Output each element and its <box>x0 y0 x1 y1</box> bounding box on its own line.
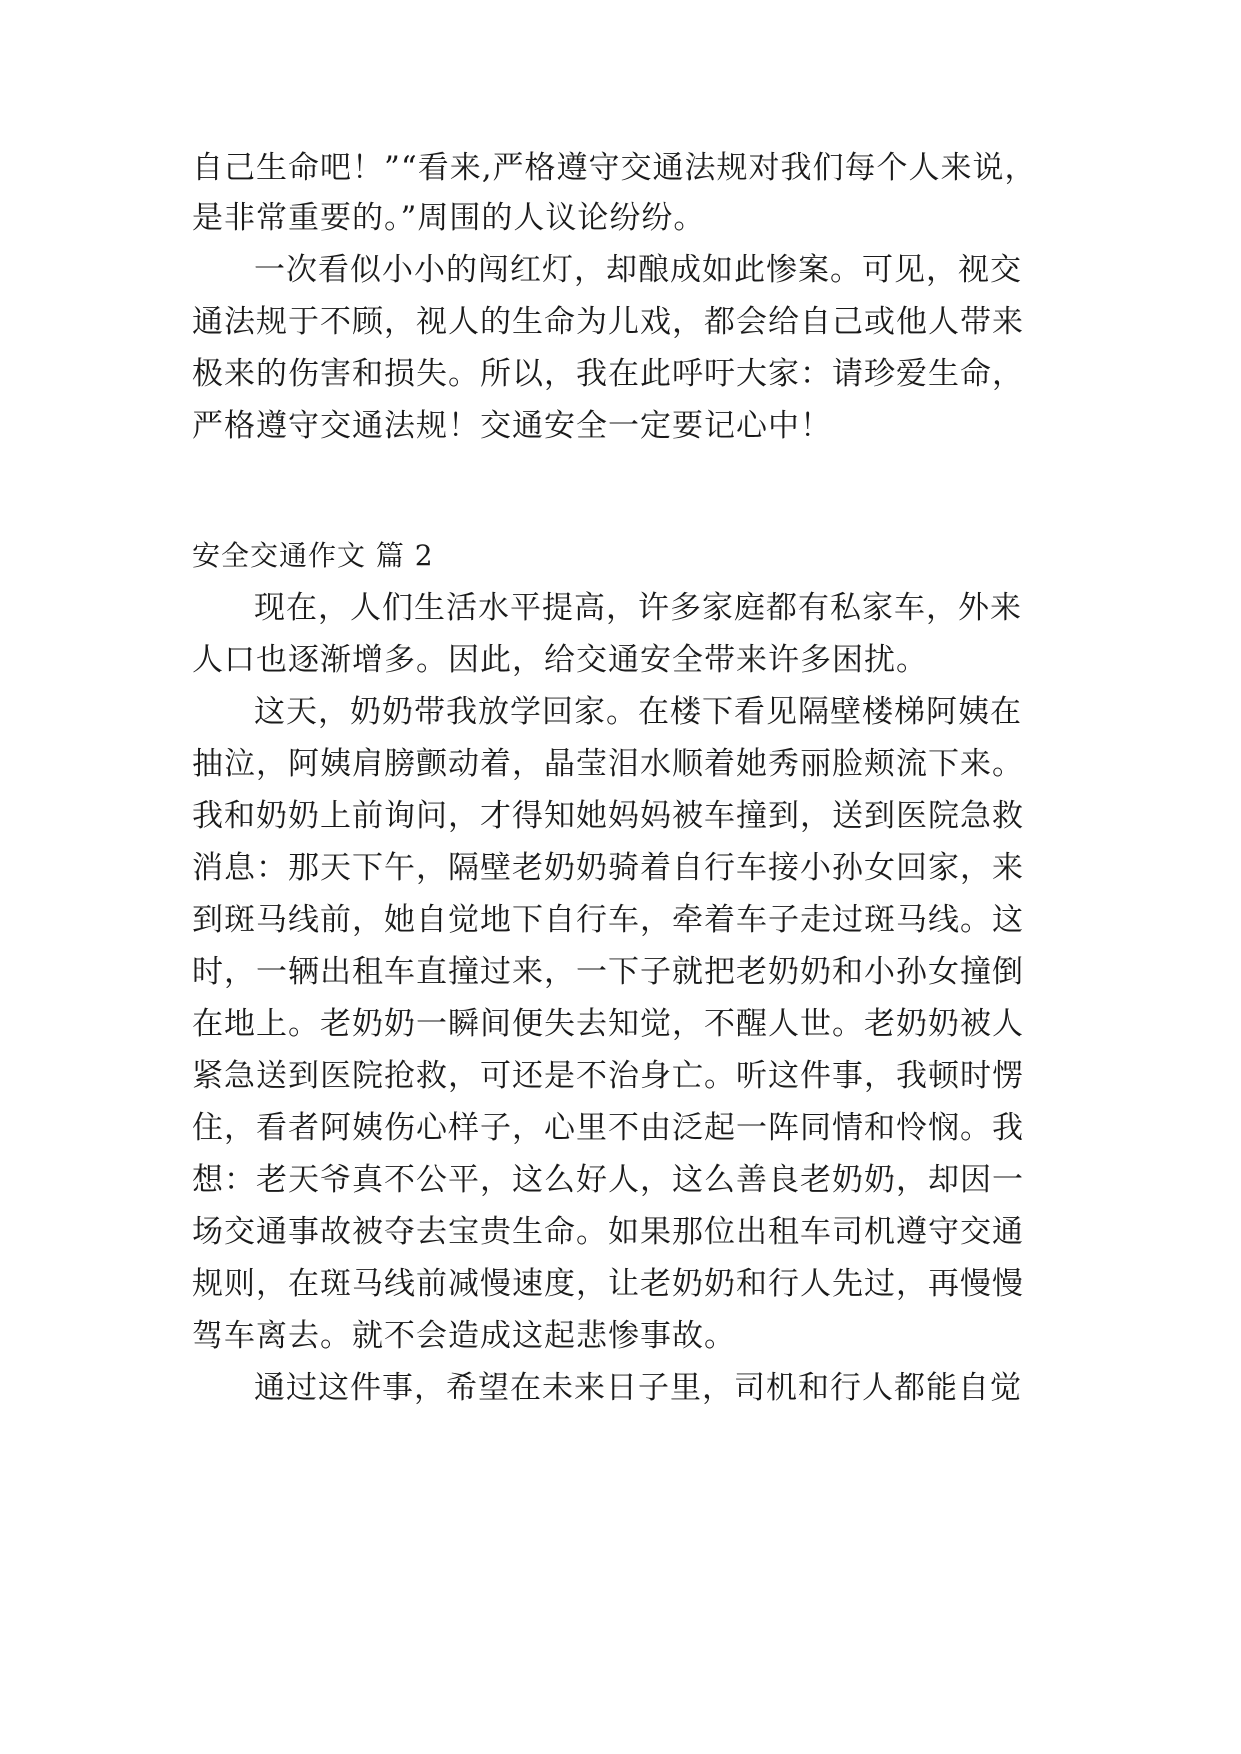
text-line: 驾车离去。就不会造成这起悲惨事故。 <box>192 1318 736 1354</box>
text-line: 我和奶奶上前询问，才得知她妈妈被车撞到，送到医院急救 <box>192 798 1024 834</box>
text-line: 极来的伤害和损失。所以，我在此呼吁大家：请珍爱生命， <box>192 356 1024 392</box>
text-line: 现在，人们生活水平提高，许多家庭都有私家车，外来 <box>254 590 1022 626</box>
text-line: 规则，在斑马线前减慢速度，让老奶奶和行人先过，再慢慢 <box>192 1266 1024 1302</box>
text-line: 住，看者阿姨伤心样子，心里不由泛起一阵同情和怜悯。我 <box>192 1110 1024 1146</box>
text-line: 在地上。老奶奶一瞬间便失去知觉，不醒人世。老奶奶被人 <box>192 1006 1024 1042</box>
text-line: 时，一辆出租车直撞过来，一下子就把老奶奶和小孙女撞倒 <box>192 954 1024 990</box>
text-line: 自己生命吧！”“看来,严格遵守交通法规对我们每个人来说， <box>192 150 1037 186</box>
text-line: 消息：那天下午，隔壁老奶奶骑着自行车接小孙女回家，来 <box>192 850 1024 886</box>
text-line: 到斑马线前，她自觉地下自行车，牵着车子走过斑马线。这 <box>192 902 1024 938</box>
text-line: 通法规于不顾，视人的生命为儿戏，都会给自己或他人带来 <box>192 304 1024 340</box>
text-line: 想：老天爷真不公平，这么好人，这么善良老奶奶，却因一 <box>192 1162 1024 1198</box>
text-line: 人口也逐渐增多。因此，给交通安全带来许多困扰。 <box>192 642 928 678</box>
text-line: 通过这件事，希望在未来日子里，司机和行人都能自觉 <box>254 1370 1022 1406</box>
text-line: 这天，奶奶带我放学回家。在楼下看见隔壁楼梯阿姨在 <box>254 694 1022 730</box>
text-line: 场交通事故被夺去宝贵生命。如果那位出租车司机遵守交通 <box>192 1214 1024 1250</box>
section-title: 安全交通作文 篇 2 <box>192 539 434 572</box>
text-line: 紧急送到医院抢救，可还是不治身亡。听这件事，我顿时愣 <box>192 1058 1024 1094</box>
text-line: 严格遵守交通法规！交通安全一定要记心中！ <box>192 408 832 444</box>
text-line: 是非常重要的。”周围的人议论纷纷。 <box>192 200 706 236</box>
text-line: 抽泣，阿姨肩膀颤动着，晶莹泪水顺着她秀丽脸颊流下来。 <box>192 746 1024 782</box>
text-line: 一次看似小小的闯红灯，却酿成如此惨案。可见，视交 <box>254 252 1022 288</box>
